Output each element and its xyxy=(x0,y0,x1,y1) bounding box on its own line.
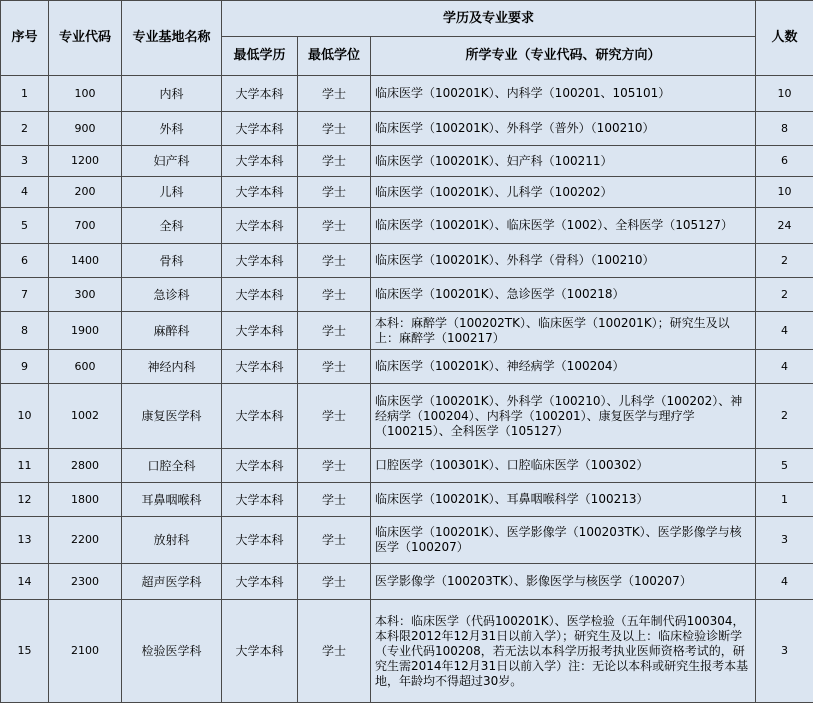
table-row xyxy=(1,384,813,449)
cell-count: 4 xyxy=(756,312,813,350)
table-header xyxy=(1,1,813,76)
cell-count: 5 xyxy=(756,449,813,483)
table-row xyxy=(1,208,813,244)
cell-seq: 3 xyxy=(1,146,49,177)
cell-min-degree: 学士 xyxy=(298,384,371,449)
cell-name: 内科 xyxy=(122,76,222,112)
cell-name: 神经内科 xyxy=(122,350,222,384)
header-min-edu: 最低学历 xyxy=(222,37,298,76)
cell-code: 2100 xyxy=(49,600,122,703)
cell-major: 临床医学（100201K）、耳鼻咽喉科学（100213） xyxy=(371,483,756,517)
header-name: 专业基地名称 xyxy=(122,1,222,76)
cell-min-degree: 学士 xyxy=(298,600,371,703)
cell-major: 临床医学（100201K）、儿科学（100202） xyxy=(371,177,756,208)
cell-count: 4 xyxy=(756,564,813,600)
cell-count: 3 xyxy=(756,517,813,564)
cell-code: 2200 xyxy=(49,517,122,564)
cell-min-degree: 学士 xyxy=(298,278,371,312)
table-row xyxy=(1,244,813,278)
cell-seq: 14 xyxy=(1,564,49,600)
header-min-degree: 最低学位 xyxy=(298,37,371,76)
cell-count: 2 xyxy=(756,244,813,278)
cell-code: 2800 xyxy=(49,449,122,483)
cell-min-edu: 大学本科 xyxy=(222,564,298,600)
cell-seq: 13 xyxy=(1,517,49,564)
table-row xyxy=(1,600,813,703)
cell-code: 700 xyxy=(49,208,122,244)
cell-code: 1200 xyxy=(49,146,122,177)
cell-major: 临床医学（100201K）、外科学（骨科）（100210） xyxy=(371,244,756,278)
cell-major: 临床医学（100201K）、妇产科（100211） xyxy=(371,146,756,177)
table-row xyxy=(1,517,813,564)
cell-min-edu: 大学本科 xyxy=(222,76,298,112)
cell-seq: 6 xyxy=(1,244,49,278)
cell-count: 24 xyxy=(756,208,813,244)
table-row xyxy=(1,177,813,208)
cell-min-edu: 大学本科 xyxy=(222,600,298,703)
cell-count: 1 xyxy=(756,483,813,517)
cell-min-edu: 大学本科 xyxy=(222,146,298,177)
cell-seq: 10 xyxy=(1,384,49,449)
cell-seq: 2 xyxy=(1,112,49,146)
table-body xyxy=(1,76,813,703)
cell-seq: 7 xyxy=(1,278,49,312)
cell-min-edu: 大学本科 xyxy=(222,449,298,483)
header-count: 人数 xyxy=(756,1,813,76)
cell-major: 临床医学（100201K）、内科学（100201、105101） xyxy=(371,76,756,112)
header-group: 学历及专业要求 xyxy=(222,1,756,37)
cell-code: 1900 xyxy=(49,312,122,350)
table-row xyxy=(1,76,813,112)
table-row xyxy=(1,483,813,517)
cell-name: 耳鼻咽喉科 xyxy=(122,483,222,517)
cell-seq: 15 xyxy=(1,600,49,703)
cell-min-degree: 学士 xyxy=(298,483,371,517)
cell-code: 200 xyxy=(49,177,122,208)
cell-name: 外科 xyxy=(122,112,222,146)
cell-name: 放射科 xyxy=(122,517,222,564)
cell-min-edu: 大学本科 xyxy=(222,384,298,449)
cell-count: 8 xyxy=(756,112,813,146)
cell-name: 麻醉科 xyxy=(122,312,222,350)
cell-major: 口腔医学（100301K）、口腔临床医学（100302） xyxy=(371,449,756,483)
cell-major: 临床医学（100201K）、医学影像学（100203TK）、医学影像学与核医学（100207） xyxy=(371,517,756,564)
cell-min-degree: 学士 xyxy=(298,177,371,208)
cell-seq: 5 xyxy=(1,208,49,244)
cell-min-degree: 学士 xyxy=(298,208,371,244)
cell-seq: 12 xyxy=(1,483,49,517)
header-seq: 序号 xyxy=(1,1,49,76)
table-row xyxy=(1,449,813,483)
cell-min-edu: 大学本科 xyxy=(222,483,298,517)
cell-min-edu: 大学本科 xyxy=(222,177,298,208)
table-row xyxy=(1,564,813,600)
cell-code: 300 xyxy=(49,278,122,312)
cell-name: 口腔全科 xyxy=(122,449,222,483)
cell-count: 10 xyxy=(756,76,813,112)
cell-major: 医学影像学（100203TK）、影像医学与核医学（100207） xyxy=(371,564,756,600)
cell-seq: 11 xyxy=(1,449,49,483)
cell-name: 儿科 xyxy=(122,177,222,208)
cell-code: 1400 xyxy=(49,244,122,278)
cell-code: 1002 xyxy=(49,384,122,449)
cell-min-degree: 学士 xyxy=(298,449,371,483)
cell-count: 2 xyxy=(756,384,813,449)
cell-min-edu: 大学本科 xyxy=(222,278,298,312)
cell-name: 全科 xyxy=(122,208,222,244)
cell-name: 急诊科 xyxy=(122,278,222,312)
cell-count: 4 xyxy=(756,350,813,384)
header-major: 所学专业（专业代码、研究方向） xyxy=(371,37,756,76)
cell-seq: 8 xyxy=(1,312,49,350)
cell-min-degree: 学士 xyxy=(298,146,371,177)
cell-count: 10 xyxy=(756,177,813,208)
cell-major: 临床医学（100201K）、临床医学（1002）、全科医学（105127） xyxy=(371,208,756,244)
cell-min-degree: 学士 xyxy=(298,244,371,278)
cell-min-degree: 学士 xyxy=(298,112,371,146)
cell-seq: 9 xyxy=(1,350,49,384)
cell-min-edu: 大学本科 xyxy=(222,350,298,384)
cell-code: 2300 xyxy=(49,564,122,600)
table-row xyxy=(1,112,813,146)
cell-code: 1800 xyxy=(49,483,122,517)
cell-count: 3 xyxy=(756,600,813,703)
cell-code: 600 xyxy=(49,350,122,384)
cell-min-degree: 学士 xyxy=(298,564,371,600)
cell-name: 骨科 xyxy=(122,244,222,278)
header-code: 专业代码 xyxy=(49,1,122,76)
cell-seq: 1 xyxy=(1,76,49,112)
table-row xyxy=(1,312,813,350)
cell-min-edu: 大学本科 xyxy=(222,312,298,350)
cell-code: 900 xyxy=(49,112,122,146)
cell-count: 2 xyxy=(756,278,813,312)
cell-name: 超声医学科 xyxy=(122,564,222,600)
cell-major: 本科：临床医学（代码100201K）、医学检验（五年制代码100304，本科限2012年12月31日以前入学）；研究生及以上：临床检验诊断学（专业代码100208，若无法以本科学历报考执业医师资格考试的，研究生需2014年12月31日以前入学）注：无论以本科或研究生报考本基地，年龄均不得超过30岁。 xyxy=(371,600,756,703)
cell-major: 本科：麻醉学（100202TK）、临床医学（100201K）；研究生及以上：麻醉学（100217） xyxy=(371,312,756,350)
cell-min-degree: 学士 xyxy=(298,350,371,384)
cell-min-edu: 大学本科 xyxy=(222,208,298,244)
cell-min-edu: 大学本科 xyxy=(222,244,298,278)
cell-seq: 4 xyxy=(1,177,49,208)
cell-name: 妇产科 xyxy=(122,146,222,177)
cell-name: 检验医学科 xyxy=(122,600,222,703)
table-row xyxy=(1,350,813,384)
cell-min-degree: 学士 xyxy=(298,312,371,350)
cell-code: 100 xyxy=(49,76,122,112)
table-row xyxy=(1,278,813,312)
cell-min-degree: 学士 xyxy=(298,76,371,112)
cell-min-degree: 学士 xyxy=(298,517,371,564)
cell-min-edu: 大学本科 xyxy=(222,517,298,564)
cell-major: 临床医学（100201K）、急诊医学（100218） xyxy=(371,278,756,312)
cell-name: 康复医学科 xyxy=(122,384,222,449)
cell-min-edu: 大学本科 xyxy=(222,112,298,146)
table-row xyxy=(1,146,813,177)
cell-major: 临床医学（100201K）、神经病学（100204） xyxy=(371,350,756,384)
cell-major: 临床医学（100201K）、外科学（100210）、儿科学（100202）、神经病学（100204）、内科学（100201）、康复医学与理疗学（100215）、全科医学（105127） xyxy=(371,384,756,449)
cell-major: 临床医学（100201K）、外科学（普外）（100210） xyxy=(371,112,756,146)
cell-count: 6 xyxy=(756,146,813,177)
